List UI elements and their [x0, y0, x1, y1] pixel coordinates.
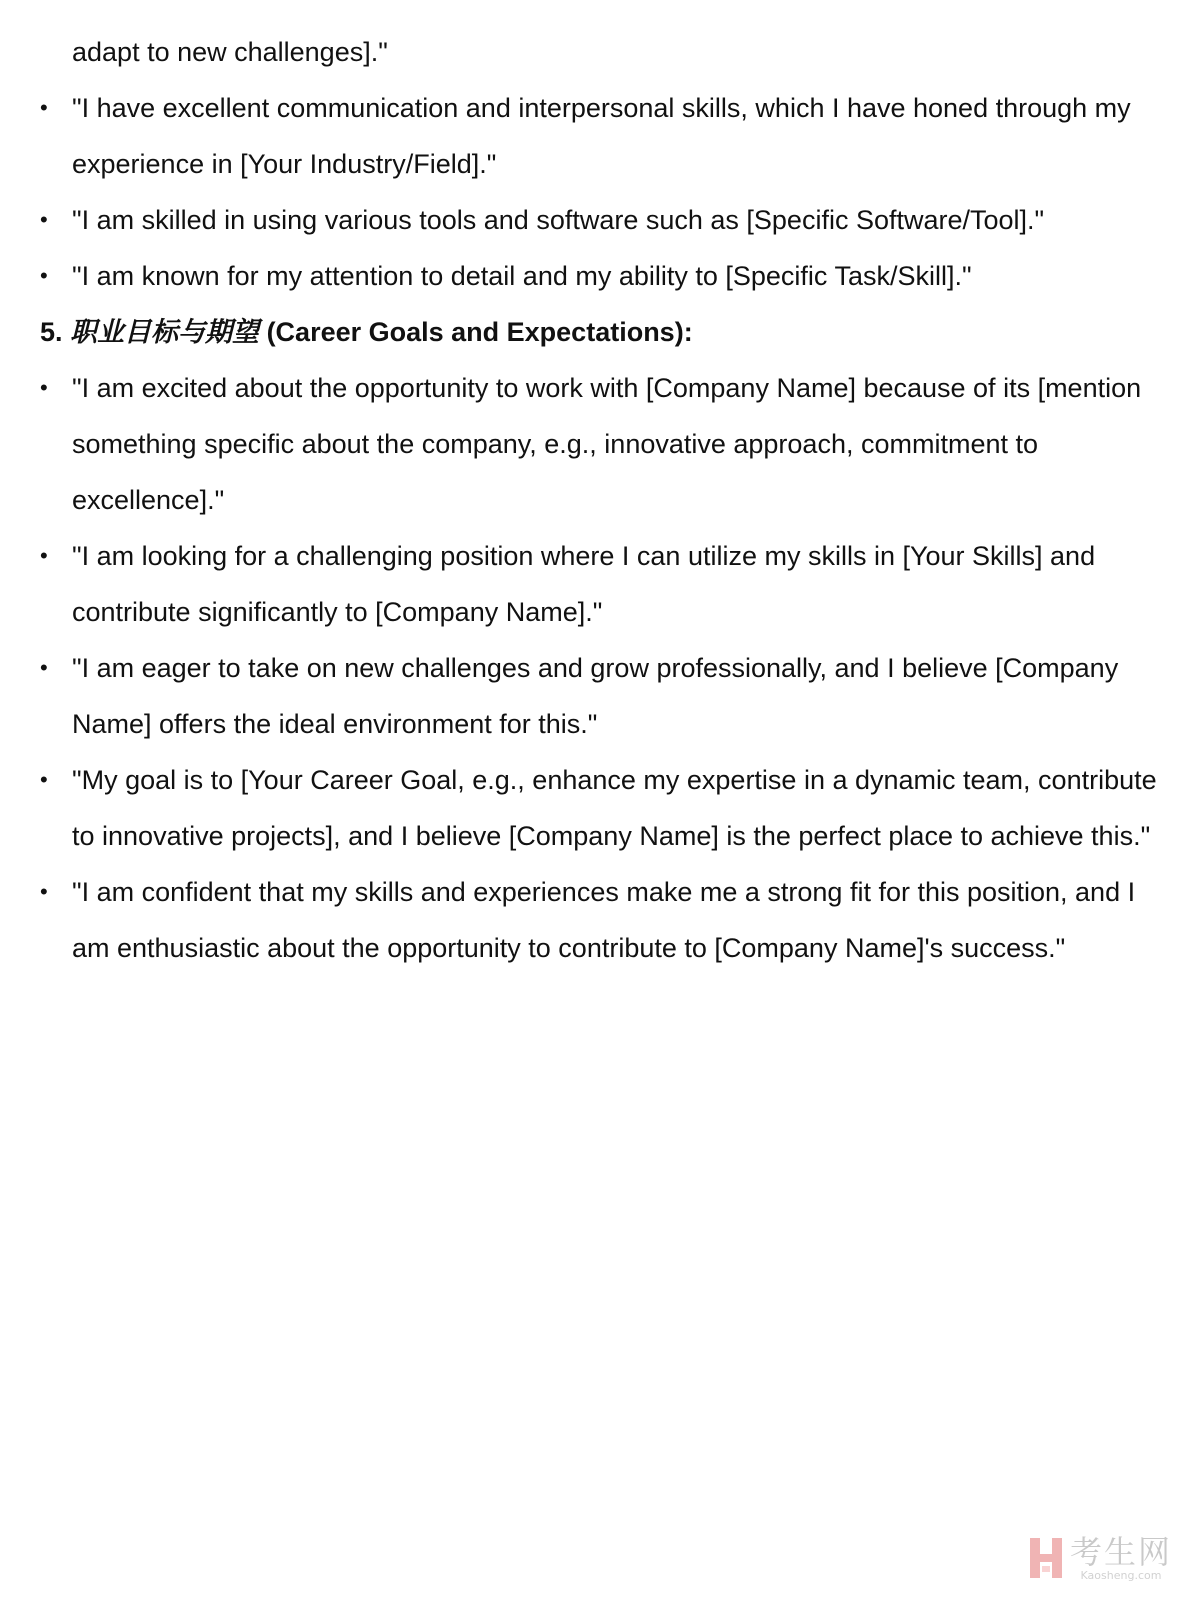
- list-item-text: "I am looking for a challenging position where I can utilize my skills in [Your Skills] and contribute significantly to [Company Name].": [72, 541, 1096, 627]
- list-item: [0, 752, 1200, 864]
- list-item: [0, 528, 1200, 640]
- section-number: 5.: [40, 317, 63, 347]
- section-heading: [0, 304, 1200, 360]
- bullet-icon: •: [40, 879, 48, 904]
- list-item: [0, 640, 1200, 752]
- watermark-text-cn: 考生网: [1069, 1533, 1172, 1571]
- list-item-text: "I am excited about the opportunity to work with [Company Name] because of its [mention something specific about the company, e.g., innovative approach, commitment to excellence].": [72, 373, 1142, 515]
- list-item-text: "I am known for my attention to detail and my ability to [Specific Task/Skill].": [72, 261, 972, 291]
- bullet-icon: •: [40, 375, 48, 400]
- watermark-logo-icon: [1028, 1536, 1064, 1580]
- watermark: [1028, 1534, 1172, 1582]
- list-item-text: "I have excellent communication and interpersonal skills, which I have honed through my experience in [Your Industry/Field].": [72, 93, 1131, 179]
- bullet-icon: •: [40, 655, 48, 680]
- skills-list: [0, 80, 1200, 304]
- bullet-icon: •: [40, 767, 48, 792]
- list-item: [0, 248, 1200, 304]
- list-item-text: "I am eager to take on new challenges and grow professionally, and I believe [Company Name] offers the ideal environment for this.": [72, 653, 1119, 739]
- list-item: [0, 80, 1200, 192]
- section-title-en: (Career Goals and Expectations):: [266, 317, 693, 347]
- list-item-text: "My goal is to [Your Career Goal, e.g., enhance my expertise in a dynamic team, contribute to innovative projects], and I believe [Company Name] is the perfect place to achieve this.": [72, 765, 1157, 851]
- goals-list: [0, 360, 1200, 976]
- list-item-text: "I am confident that my skills and experiences make me a strong fit for this position, and I am enthusiastic about the opportunity to contribute to [Company Name]'s success.": [72, 877, 1136, 963]
- bullet-icon: •: [40, 263, 48, 288]
- watermark-text-en: Kaosheng.com: [1080, 1569, 1162, 1582]
- bullet-icon: •: [40, 207, 48, 232]
- list-item: [0, 864, 1200, 976]
- bullet-icon: •: [40, 543, 48, 568]
- list-item-text: "I am skilled in using various tools and software such as [Specific Software/Tool].": [72, 205, 1045, 235]
- bullet-icon: •: [40, 95, 48, 120]
- intro-continuation: adapt to new challenges].": [72, 37, 388, 67]
- list-item: [0, 192, 1200, 248]
- list-item: [0, 360, 1200, 528]
- section-title-cn: 职业目标与期望: [70, 317, 260, 347]
